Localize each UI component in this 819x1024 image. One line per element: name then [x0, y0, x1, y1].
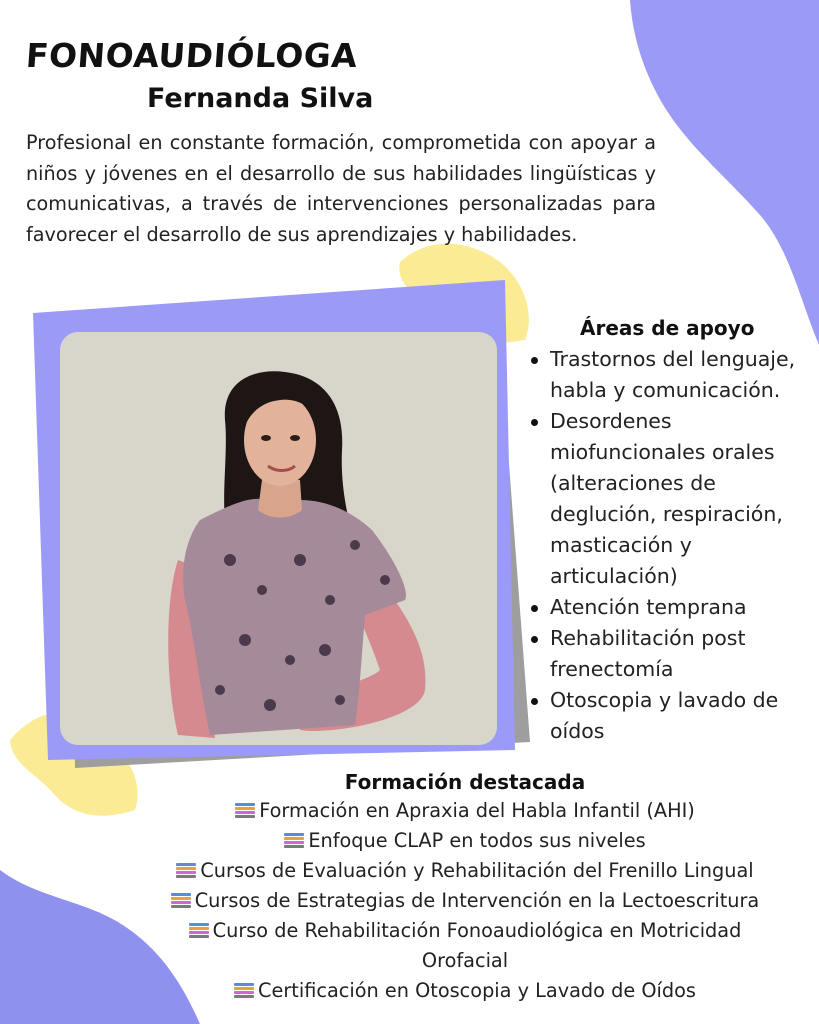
page-title: FONOAUDIÓLOGA [24, 36, 359, 75]
support-areas-list [522, 344, 812, 747]
support-areas-section [522, 316, 812, 747]
books-icon [171, 893, 191, 909]
list-item [150, 796, 780, 826]
support-areas-heading: Áreas de apoyo [580, 316, 755, 340]
training-section [150, 770, 780, 1006]
books-icon [284, 833, 304, 849]
books-icon [234, 983, 254, 999]
list-item [150, 856, 780, 886]
list-item [150, 826, 780, 856]
books-icon [189, 923, 209, 939]
training-item-text: Enfoque CLAP en todos sus niveles [308, 829, 646, 852]
list-item [150, 916, 780, 976]
training-item-text: Formación en Apraxia del Habla Infantil (AHI) [259, 799, 695, 822]
books-icon [176, 863, 196, 879]
training-item-text: Curso de Rehabilitación Fonoaudiológica en Motricidad Orofacial [212, 919, 742, 972]
list-item: Otoscopia y lavado de oídos [550, 685, 812, 747]
books-icon [235, 803, 255, 819]
professional-name: Fernanda Silva [147, 83, 374, 114]
training-item-text: Cursos de Estrategias de Intervención en la Lectoescritura [194, 889, 760, 912]
list-item: Desordenes miofuncionales orales (alteraciones de deglución, respiración, masticación y articulación) [550, 406, 812, 592]
intro-paragraph: Profesional en constante formación, comprometida con apoyar a niños y jóvenes en el desarrollo de sus habilidades lingüísticas y comunicativas, a través de intervenciones personalizadas para favorecer el desarrollo de sus aprendizajes y habilidades. [26, 131, 656, 246]
training-item-text: Cursos de Evaluación y Rehabilitación del Frenillo Lingual [200, 859, 754, 882]
list-item: Trastornos del lenguaje, habla y comunicación. [550, 344, 812, 406]
list-item [150, 886, 780, 916]
training-item-text: Certificación en Otoscopia y Lavado de Oídos [258, 979, 696, 1002]
training-heading: Formación destacada [344, 770, 586, 794]
list-item: Atención temprana [550, 592, 812, 623]
list-item [150, 976, 780, 1006]
list-item: Rehabilitación post frenectomía [550, 623, 812, 685]
